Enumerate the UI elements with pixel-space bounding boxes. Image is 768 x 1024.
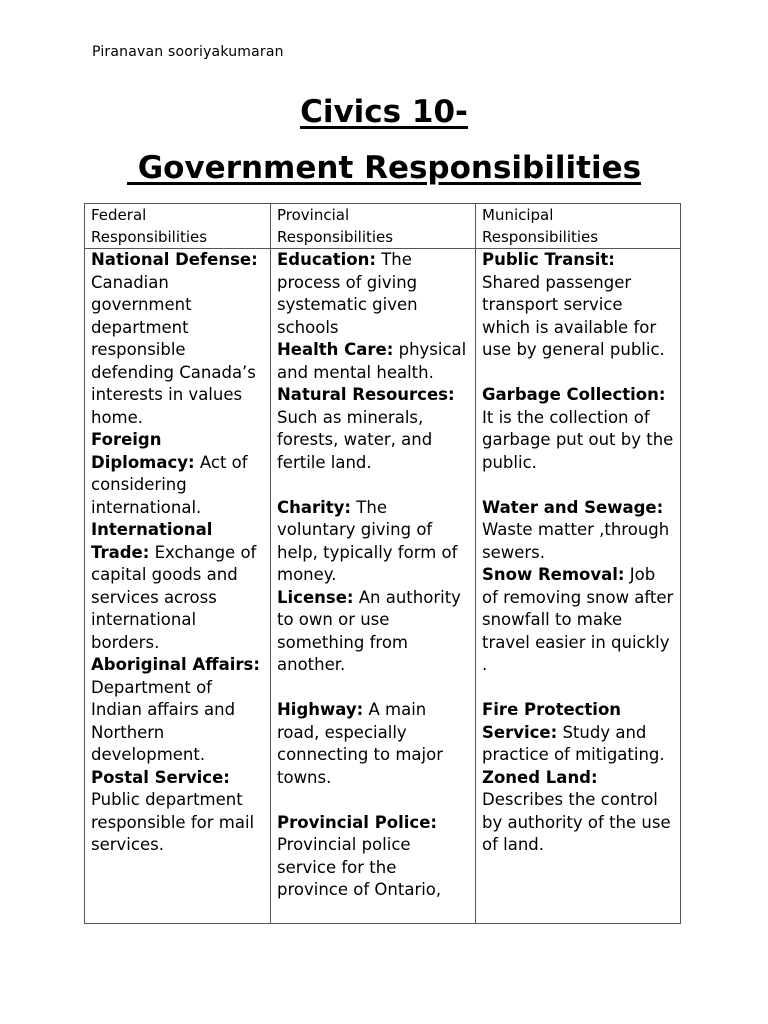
column-header-provincial: Provincial Responsibilities xyxy=(271,204,476,249)
entry-text: It is the collection of garbage put out by the public. xyxy=(482,407,674,472)
entry-national-defense xyxy=(91,249,264,429)
entry-text: The process of giving systematic given schools xyxy=(277,250,418,337)
entry-text: Act of considering international. xyxy=(91,452,248,517)
entry-term: International Trade: xyxy=(91,520,213,562)
entry-foreign-diplomacy xyxy=(91,429,264,519)
entry-text: The voluntary giving of help, typically form of money. xyxy=(277,497,458,584)
entry-text: Such as minerals, forests, water, and fertile land. xyxy=(277,407,433,472)
entry-garbage-collection xyxy=(482,384,674,474)
entry-term: License: xyxy=(277,587,354,607)
entry-term: Water and Sewage: xyxy=(482,497,664,517)
entry-natural-resources xyxy=(277,384,469,474)
entry-term: Zoned Land: xyxy=(482,767,598,787)
entry-term: Charity: xyxy=(277,497,352,517)
column-header-federal: Federal Responsibilities xyxy=(85,204,271,249)
entry-highway xyxy=(277,699,469,789)
entry-text: Study and practice of mitigating. xyxy=(482,722,665,764)
entry-international-trade xyxy=(91,519,264,654)
entry-term: Aboriginal Affairs: xyxy=(91,655,260,674)
entry-text: Canadian government department responsible defending Canada’s interests in values home. xyxy=(91,272,256,427)
entry-text: Exchange of capital goods and services across international borders. xyxy=(91,542,257,652)
entry-term: Provincial Police: xyxy=(277,812,438,832)
entry-charity xyxy=(277,497,469,587)
municipal-cell xyxy=(476,249,681,924)
entry-water-and-sewage xyxy=(482,497,674,565)
entry-term: Garbage Collection: xyxy=(482,385,666,404)
entry-text: Shared passenger transport service which is available for use by general public. xyxy=(482,272,665,359)
entry-term: Postal Service: xyxy=(91,767,230,787)
entry-term: Health Care: xyxy=(277,340,394,359)
federal-cell xyxy=(85,249,271,924)
entry-text: Department of Indian affairs and Northern development. xyxy=(91,677,236,764)
entry-license xyxy=(277,587,469,677)
entry-public-transit xyxy=(482,249,674,362)
entry-term: Foreign Diplomacy: xyxy=(91,430,195,472)
entry-snow-removal xyxy=(482,564,674,677)
document-title: Civics 10- xyxy=(300,94,468,130)
entry-fire-protection xyxy=(482,699,674,767)
document-subtitle: Government Responsibilities xyxy=(126,150,642,186)
entry-education xyxy=(277,249,469,339)
entry-text: A main road, especially connecting to major towns. xyxy=(277,700,443,787)
entry-term: Natural Resources: xyxy=(277,385,455,404)
provincial-cell xyxy=(271,249,476,924)
responsibilities-table xyxy=(84,203,681,924)
entry-text: An authority to own or use something from another. xyxy=(277,587,461,674)
entry-term: Public Transit: xyxy=(482,250,615,269)
table-row xyxy=(85,249,681,924)
entry-term: Fire Protection Service: xyxy=(482,700,622,742)
entry-term: Highway: xyxy=(277,700,364,719)
entry-text: Provincial police service for the province of Ontario, xyxy=(277,835,442,899)
entry-provincial-police xyxy=(277,812,469,902)
entry-text: Describes the control by authority of the use of land. xyxy=(482,790,671,854)
entry-aboriginal-affairs xyxy=(91,654,264,767)
entry-health-care xyxy=(277,339,469,384)
entry-text: Job of removing snow after snowfall to make travel easier in quickly . xyxy=(482,565,674,674)
entry-text: Public department responsible for mail services. xyxy=(91,790,255,854)
entry-term: Education: xyxy=(277,250,376,269)
entry-postal-service xyxy=(91,767,264,857)
entry-zoned-land xyxy=(482,767,674,857)
entry-text: physical and mental health. xyxy=(277,340,467,382)
column-header-municipal: Municipal Responsibilities xyxy=(476,204,681,249)
entry-term: National Defense: xyxy=(91,250,258,269)
table-header-row xyxy=(85,204,681,249)
author-name: Piranavan sooriyakumaran xyxy=(92,44,284,60)
entry-term: Snow Removal: xyxy=(482,565,625,584)
entry-text: Waste matter ,through sewers. xyxy=(482,520,670,562)
